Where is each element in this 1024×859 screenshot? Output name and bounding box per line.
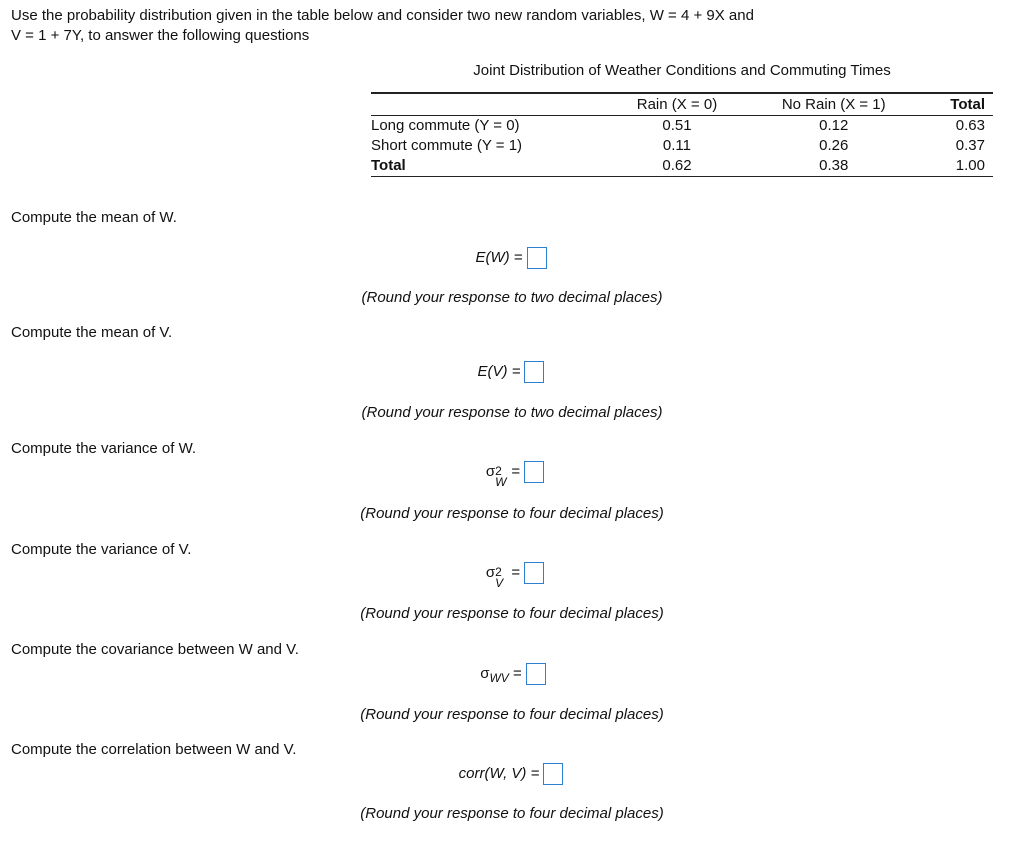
subscript-v: V: [495, 576, 504, 591]
cell-value: 0.63: [955, 117, 985, 134]
header-cell-rain: Rain (X = 0): [604, 93, 750, 116]
answer-correlation-line: [0, 761, 1024, 787]
expr-mean-v: E(V) =: [477, 363, 521, 381]
variance-w-input[interactable]: [524, 461, 544, 483]
table-row: [371, 136, 993, 156]
expr-mean-w: E(W) =: [475, 249, 523, 267]
question-covariance-label: Compute the covariance between W and V.: [11, 641, 299, 658]
header-cell-empty: [371, 93, 604, 116]
answer-covariance-line: [0, 661, 1024, 687]
equals-sign: =: [513, 665, 522, 683]
expr-correlation: corr(W, V) =: [458, 765, 540, 783]
sigma-symbol: σ: [485, 564, 496, 582]
cell-value: 0.26: [819, 137, 849, 154]
cell-value: 0.37: [955, 137, 985, 154]
equals-sign: =: [511, 463, 521, 481]
note-correlation: (Round your response to four decimal places): [360, 805, 664, 822]
table-title: Joint Distribution of Weather Conditions and Commuting Times: [473, 62, 891, 79]
joint-distribution-table: [371, 92, 993, 177]
mean-v-input[interactable]: [524, 361, 544, 383]
covariance-input[interactable]: [526, 663, 546, 685]
sigma-symbol: σ: [480, 665, 490, 683]
row-label: Total: [371, 156, 604, 177]
table-header-row: [371, 93, 993, 116]
cell-value: 0.38: [750, 156, 918, 177]
sigma-symbol: σ: [485, 463, 496, 481]
question-correlation-label: Compute the correlation between W and V.: [11, 741, 297, 758]
question-variance-w-label: Compute the variance of W.: [11, 440, 197, 457]
intro-line-1: Use the probability distribution given in the table below and consider two new random variables, W = 4 + 9X and: [11, 7, 754, 24]
cell-value: 0.12: [819, 117, 849, 134]
header-cell-no-rain: No Rain (X = 1): [750, 93, 918, 116]
subscript-w: W: [495, 475, 507, 490]
intro-line-2: V = 1 + 7Y, to answer the following questions: [11, 27, 310, 44]
superscript-2: 2: [495, 464, 502, 479]
cell-value: 0.51: [662, 117, 692, 134]
question-mean-w-label: Compute the mean of W.: [11, 209, 177, 226]
note-mean-w: (Round your response to two decimal places): [361, 289, 663, 306]
cell-value: 1.00: [918, 156, 993, 177]
row-label: Long commute (Y = 0): [371, 117, 520, 134]
variance-v-input[interactable]: [524, 562, 544, 584]
question-variance-v-label: Compute the variance of V.: [11, 541, 192, 558]
header-cell-total: Total: [918, 93, 993, 116]
row-label: Short commute (Y = 1): [371, 137, 523, 154]
note-mean-v: (Round your response to two decimal places): [361, 404, 663, 421]
subscript-wv: WV: [489, 671, 509, 686]
answer-variance-v-line: [0, 560, 1024, 591]
cell-value: 0.62: [604, 156, 750, 177]
answer-mean-w-line: [0, 245, 1024, 271]
cell-value: 0.11: [662, 137, 692, 154]
correlation-input[interactable]: [543, 763, 563, 785]
mean-w-input[interactable]: [527, 247, 547, 269]
table-row-total: [371, 156, 993, 177]
problem-intro: [11, 6, 911, 46]
answer-mean-v-line: [0, 359, 1024, 385]
answer-variance-w-line: [0, 459, 1024, 490]
note-covariance: (Round your response to four decimal places): [360, 706, 664, 723]
table-row: [371, 116, 993, 137]
question-mean-v-label: Compute the mean of V.: [11, 324, 173, 341]
note-variance-w: (Round your response to four decimal places): [360, 505, 664, 522]
equals-sign: =: [511, 564, 521, 582]
note-variance-v: (Round your response to four decimal places): [360, 605, 664, 622]
superscript-2: 2: [495, 565, 502, 580]
